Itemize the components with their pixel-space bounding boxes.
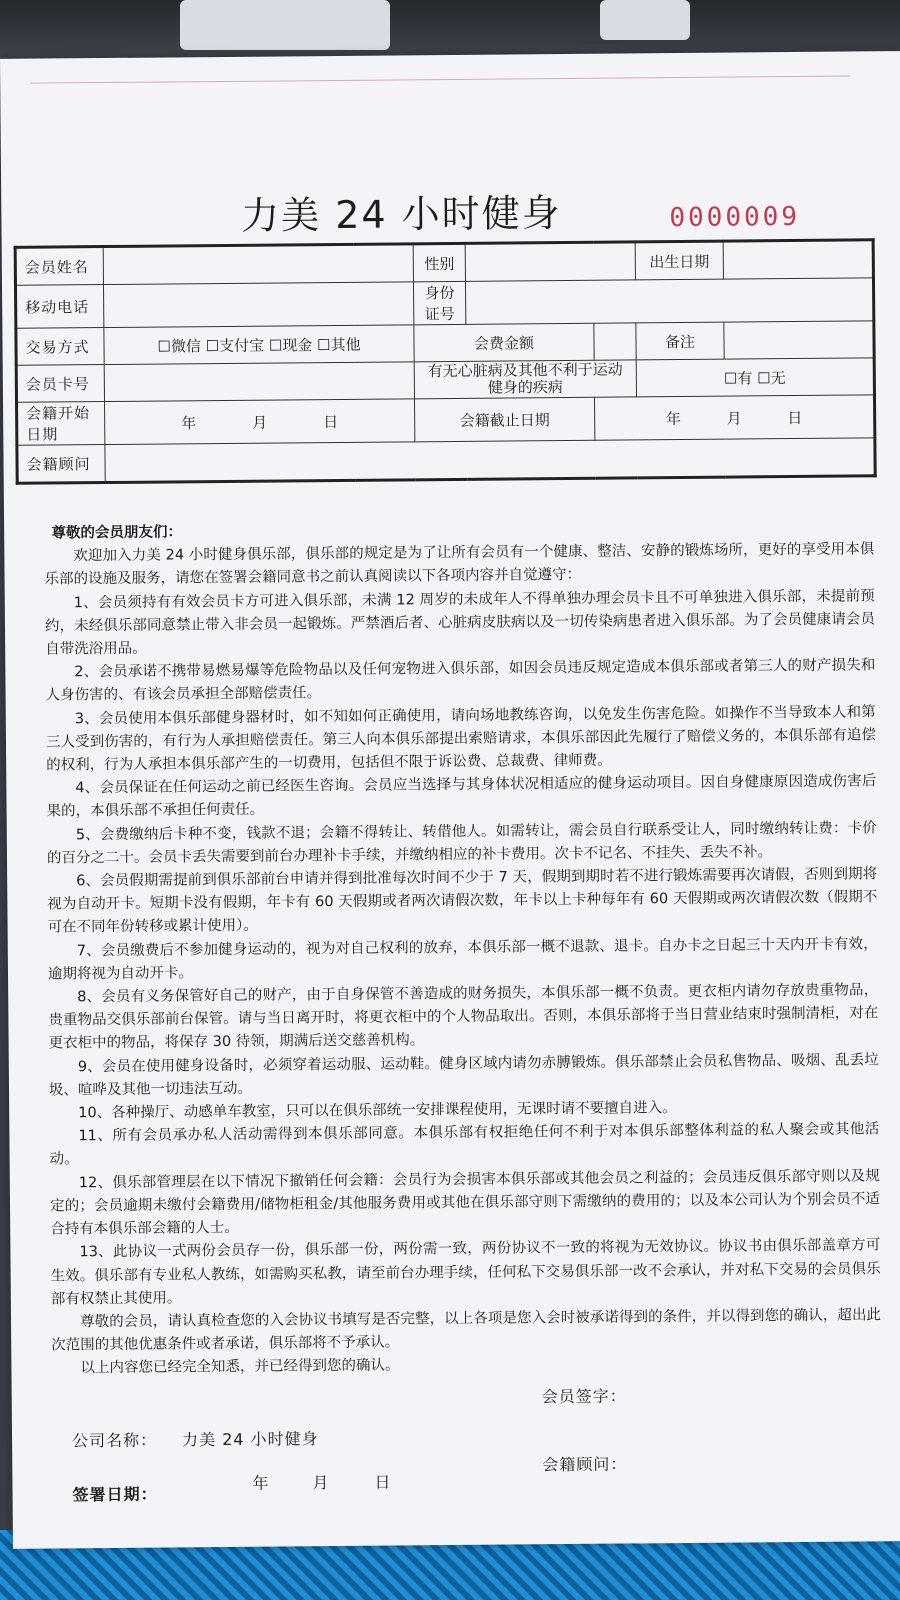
fee-label: 会费金额 [414, 323, 594, 362]
agreement-clause: 12、俱乐部管理层在以下情况下撤销任何会籍：会员行为会损害本俱乐部或其他会员之利益的；会员违反俱乐部守则以及规定的；会员逾期未缴付会籍费用/储物柜租金/其他服务费用或其他在俱乐部守则下需缴纳的费用的；以及本公司认为个别会员不适合持有本俱乐部会籍的人士。 [49, 1167, 881, 1238]
id-number-label: 身份证号 [413, 281, 465, 324]
sign-month-unit: 月 [312, 1473, 330, 1493]
card-no-label: 会员卡号 [16, 365, 104, 403]
end-year-unit: 年 [665, 409, 682, 428]
member-info-form [14, 238, 877, 485]
remark-label: 备注 [636, 322, 724, 360]
form-row-advisor [17, 438, 875, 483]
agreement-text [44, 515, 881, 1381]
background-object [180, 0, 390, 50]
agreement-clause: 11、所有会员承办私人活动需得到本俱乐部同意。本俱乐部有权拒绝任何不利于对本俱乐部整体利益的私人聚会或其他活动。 [49, 1121, 880, 1169]
form-row-dates [17, 395, 875, 445]
payment-options-checkboxes[interactable]: ☐微信 ☐支付宝 ☐现金 ☐其他 [104, 325, 414, 365]
remark-field[interactable] [724, 321, 874, 359]
start-month-unit: 月 [252, 413, 268, 432]
agreement-clause: 5、会费缴纳后卡种不变，钱款不退；会籍不得转让、转借他人。如需转让，需会员自行联系受让人，同时缴纳转让费：卡价的百分之二十。会员卡丢失需要到前台办理补卡手续，并缴纳相应的补卡费用。次卡不记名、不挂失、丢失不补。 [46, 819, 877, 867]
form-row-phone [15, 278, 873, 328]
phone-field[interactable] [103, 282, 413, 328]
id-number-field[interactable] [465, 278, 873, 325]
birthday-field[interactable] [723, 240, 873, 279]
gender-field[interactable] [465, 242, 635, 281]
disease-options-checkboxes[interactable]: ☐有 ☐无 [636, 358, 874, 397]
agreement-paragraph: 尊敬的会员，请认真检查您的入会协议书填写是否完整，以上各项是您入会时被承诺得到的条件，并以得到您的确认，超出此次范围的其他优惠条件或者承诺，俱乐部将不予承认。 [51, 1307, 882, 1354]
agreement-clause: 10、各种操厅、动感单车教室，只可以在俱乐部统一安排课程使用，无课时请不要擅自进入。 [78, 1100, 677, 1122]
company-name-label: 公司名称： [71, 1430, 158, 1451]
sign-day-unit: 日 [374, 1472, 392, 1492]
name-label: 会员姓名 [15, 247, 103, 286]
agreement-greeting: 尊敬的会员朋友们： [51, 524, 182, 542]
end-date-field[interactable] [594, 395, 874, 440]
advisor-signature-label: 会籍顾问： [542, 1454, 628, 1475]
agreement-clause: 3、会员使用本俱乐部健身器材时，如不知如何正确使用，请向场地教练咨询，以免发生伤害危险。如操作不当导致本人和第三人受到伤害的，有行为人承担赔偿责任。第三人向本俱乐部提出索赔请求，本俱乐部因此先履行了赔偿义务的，本俱乐部有追偿的权利，行为人承担本俱乐部产生的一切费用，包括但不限于诉讼费、总裁费、律师费。 [45, 703, 877, 774]
agreement-paragraph: 以上内容您已经完全知悉，并已经得到您的确认。 [80, 1357, 400, 1377]
agreement-clause: 6、会员假期需提前到俱乐部前台申请并得到批准每次时间不少于 7 天，假期到期时若不进行锻炼需要再次请假，否则到期将视为自动开卡。短期卡没有假期，年卡有 60 天假期或者两次请假次数，年卡以上卡种每年有 60 天假期或两次请假次数（假期不可在不同年份转移或累计使用）。 [47, 866, 878, 936]
phone-label: 移动电话 [15, 285, 103, 329]
advisor-field[interactable] [105, 438, 875, 483]
payment-method-label: 交易方式 [16, 328, 104, 366]
paper-edge-line [30, 76, 850, 84]
sign-year-unit: 年 [252, 1473, 270, 1493]
agreement-clause: 7、会员缴费后不参加健身运动的，视为对自己权利的放弃，本俱乐部一概不退款、退卡。自办卡之日起三十天内开卡有效，逾期将视为自动开卡。 [47, 935, 878, 983]
gender-label: 性别 [413, 243, 465, 281]
name-field[interactable] [103, 244, 413, 285]
sign-date-label: 签署日期： [72, 1484, 158, 1505]
end-month-unit: 月 [726, 408, 742, 428]
serial-number: 0000009 [669, 201, 801, 234]
agreement-clause: 8、会员有义务保管好自己的财产，由于自身保管不善造成的财务损失，本俱乐部一概不负责。更衣柜内请勿存放贵重物品，贵重物品交俱乐部前台保管。请与当日离开时，将更衣柜中的个人物品取出。否则，本俱乐部将于当日营业结束时强制清柜，对在更衣柜中的物品，将保存 30 待领，期满后送交慈善机构。 [48, 982, 879, 1053]
start-date-field[interactable] [105, 399, 415, 445]
start-day-unit: 日 [323, 412, 339, 431]
start-date-label: 会籍开始日期 [17, 402, 105, 446]
disease-question: 有无心脏病及其他不利于运动健身的疾病 [414, 360, 636, 399]
end-date-label: 会籍截止日期 [414, 397, 594, 442]
background-object [600, 0, 690, 40]
membership-agreement-sheet [0, 51, 900, 1549]
card-no-field[interactable] [104, 362, 414, 402]
agreement-clause: 1、会员须持有有效会员卡方可进入俱乐部，未满 12 周岁的未成年人不得单独办理会员卡且不可单独进入俱乐部，未提前预约，未经俱乐部同意禁止带入非会员一起锻炼。严禁酒后者、心脏病皮肤病以及一切传染病患者进入俱乐部。为了会员健康请会员自带洗浴用品。 [44, 587, 876, 658]
fee-field[interactable] [594, 323, 636, 360]
agreement-paragraph: 欢迎加入力美 24 小时健身俱乐部，俱乐部的规定是为了让所有会员有一个健康、整洁、安静的锻炼场所，更好的享受用本俱乐部的设施及服务，请您在签署会籍同意书之前认真阅读以下各项内容并自觉遵守： [44, 541, 875, 588]
member-signature-label: 会员签字： [541, 1386, 627, 1407]
agreement-clause: 9、会员在使用健身设备时，必须穿着运动服、运动鞋。健身区域内请勿赤膊锻炼。俱乐部禁止会员私售物品、吸烟、乱丢垃圾、喧哗及其他一切违法互动。 [48, 1051, 879, 1099]
advisor-label: 会籍顾问 [17, 445, 105, 484]
agreement-clause: 2、会员承诺不携带易燃易爆等危险物品以及任何宠物进入俱乐部，如因会员违反规定造成本俱乐部或者第三人的财产损失和人身伤害的、有该会员承担全部赔偿责任。 [45, 657, 876, 704]
birthday-label: 出生日期 [635, 241, 723, 280]
agreement-clause: 13、此协议一式两份会员存一份，俱乐部一份，两份需一致，两份协议不一致的将视为无效协议。协议书由俱乐部盖章方可生效。俱乐部有专业私人教练，如需购买私教，请至前台办理手续，任何私下交易俱乐部一改不会承认，并对私下交易的会员俱乐部有权禁止其使用。 [50, 1237, 881, 1308]
end-day-unit: 日 [787, 408, 803, 427]
agreement-clause: 4、会员保证在任何运动之前已经医生咨询。会员应当选择与其身体状况相适应的健身运动项目。因自身健康原因造成伤害后果的，本俱乐部不承担任何责任。 [46, 773, 877, 820]
start-year-unit: 年 [181, 413, 197, 432]
company-name-value: 力美 24 小时健身 [181, 1429, 319, 1450]
document-title: 力美 24 小时健身 [240, 191, 562, 238]
